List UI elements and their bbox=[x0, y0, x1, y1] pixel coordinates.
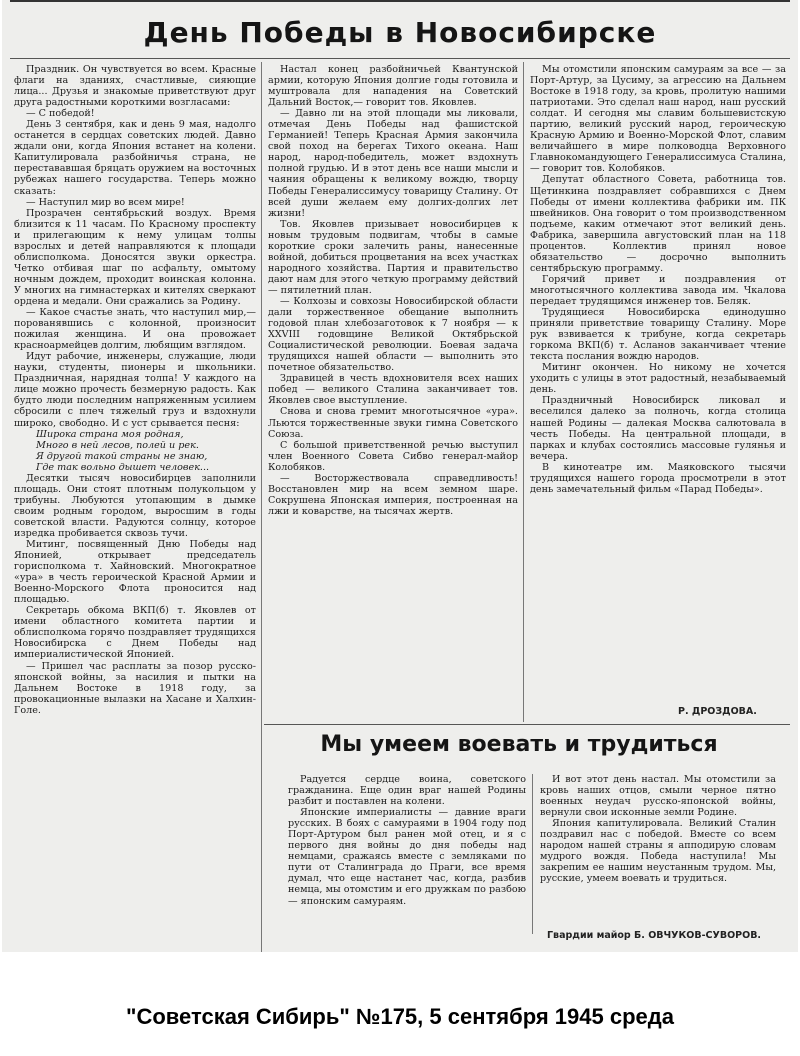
paragraph: Здравицей в честь вдохновителя всех наших побед — великого Сталина заканчивает тов. Яковлев свое выступление. bbox=[268, 373, 518, 407]
paragraph: Праздничный Новосибирск ликовал и веселился далеко за полночь, когда столица нашей Родины — далекая Москва салютовала в честь Победы. На центральной площади, в парках и клубах состоялись массовые гулянья и вечера. bbox=[530, 395, 786, 462]
paragraph: Тов. Яковлев призывает новосибирцев к новым трудовым подвигам, чтобы в самые короткие сроки залечить раны, нанесенные войной, добиться процветания на всех участках народного хозяйства. Партия и правительство дают нам для этого четкую программу действий — пятилетний план. bbox=[268, 218, 518, 296]
verse-line: Где так вольно дышет человек... bbox=[36, 461, 210, 473]
verse-line: Много в ней лесов, полей и рек. bbox=[36, 439, 199, 451]
song-verse bbox=[14, 429, 256, 473]
paragraph-group bbox=[14, 473, 256, 716]
paragraph: Япония капитулировала. Великий Сталин поздравил нас с победой. Вместе со всем народом нашей страны я апподирую словам мудрого вождя. Победа наступила! Мы закрепим ее нашим неустанным трудом. Мы, русские, умеем воевать и трудиться. bbox=[540, 818, 776, 885]
headline-rule bbox=[10, 58, 790, 59]
article1-column-3 bbox=[530, 64, 786, 700]
paragraph: Трудящиеся Новосибирска единодушно приняли приветствие товарищу Сталину. Море рук взвивается к трибуне, когда секретарь горкома ВКП(б) т. Асланов заканчивает чтение текста послания вождю народов. bbox=[530, 307, 786, 363]
paragraph: Депутат областного Совета, работница тов. Щетинкина поздравляет собравшихся с Днем Победы от имени коллектива фабрики им. ПК швейников. Она говорит о том производственном подъеме, каким отмечают этот великий день. Фабрика, завершила августовский план на 118 процентов. Коллектив принял новое обязательство — досрочно выполнить сентябрьскую программу. bbox=[530, 174, 786, 274]
article2-column-1 bbox=[288, 774, 526, 942]
newspaper-page bbox=[2, 0, 798, 952]
paragraph: Идут рабочие, инженеры, служащие, люди науки, студенты, пионеры и школьники. Праздничная, нарядная толпа! У каждого на лице можно прочесть безмерную радость. Как будто люди последним напряженным усилием сбросили с плеч тяжелый груз и вздохнули широко, свободно. И с уст срывается песня: bbox=[14, 351, 256, 429]
paragraph: Десятки тысяч новосибирцев заполнили площадь. Они стоят плотным полукольцом у трибуны. Любуются утопающим в дымке своим родным городом, выросшим в годы советской власти. Радуются солнцу, которое изредка пробивается сквозь тучи. bbox=[14, 472, 256, 539]
paragraph: — Наступил мир во всем мире! bbox=[26, 196, 185, 208]
paragraph: — Пришел час расплаты за позор русско-японской войны, за насилия и пытки на Дальнем Востоке в 1918 году, за провокационные вылазки на Хасане и Халхин-Голе. bbox=[14, 660, 256, 716]
paragraph: День 3 сентября, как и день 9 мая, надолго останется в сердцах советских людей. Давно ждали они, когда Япония встанет на колени. Капитулировала разбойничья страна, не перестававшая бряцать оружием на восточных рубежах нашего государства. Теперь можно сказать: bbox=[14, 119, 256, 197]
paragraph: И вот этот день настал. Мы отомстили за кровь наших отцов, смыли черное пятно военных неудач русско-японской войны, вернули свои исконные земли Родине. bbox=[540, 774, 776, 819]
paragraph: Японские империалисты — давние враги русских. В боях с самураями в 1904 году под Порт-Артуром был ранен мой отец, и я с первого дня войны до дня победы над немцами, сражаясь вместе с земляками по пути от Сталинграда до Праги, все время думал, что еще настанет час, когда, разбив немца, мы отомстим и его дружкам по разбою — японским самураям. bbox=[288, 807, 526, 907]
article2-signature: Гвардии майор Б. ОВЧУКОВ-СУВОРОВ. bbox=[547, 930, 762, 941]
paragraph: Прозрачен сентябрьский воздух. Время близится к 11 часам. По Красному проспекту и прилегающим к нему улицам толпы взрослых и детей направляются к площади облисполкома. Доносятся звуки оркестра. Четко отбивая шаг по асфальту, омытому ночным дождем, проходит воинская колонна. У многих на гимнастерках и кителях сверкают ордена и медали. Они сражались за Родину. bbox=[14, 207, 256, 307]
paragraph-group bbox=[14, 64, 256, 429]
column-divider bbox=[523, 62, 524, 722]
column-divider bbox=[261, 62, 262, 952]
article1-column-1 bbox=[14, 64, 256, 952]
article1-signature: Р. ДРОЗДОВА. bbox=[678, 706, 757, 717]
paragraph: — С победой! bbox=[26, 108, 95, 120]
article1-column-2 bbox=[268, 64, 518, 716]
paragraph: Горячий привет и поздравления от многотысячного коллектива завода им. Чкалова передает трудящимся инженер тов. Беляк. bbox=[530, 273, 786, 307]
article2-column-2 bbox=[540, 774, 776, 924]
column-divider bbox=[532, 774, 533, 934]
paragraph: — Какое счастье знать, что наступил мир,— порованявшись с колонной, произносит пожилая женщина. И она провожает красноармейцев долгим, любящим взглядом. bbox=[14, 307, 256, 352]
paragraph: Радуется сердце воина, советского гражданина. Еще один враг нашей Родины разбит и поставлен на колени. bbox=[288, 774, 526, 808]
source-caption: "Советская Сибирь" №175, 5 сентября 1945 среда bbox=[126, 1004, 674, 1029]
paragraph: Митинг, посвященный Дню Победы над Японией, открывает председатель горисполкома т. Хайновский. Многократное «ура» в честь героической Красной Армии и Военно-Морского Флота проносится над площадью. bbox=[14, 539, 256, 606]
paragraph: Секретарь обкома ВКП(б) т. Яковлев от имени областного комитета партии и облисполкома горячо поздравляет трудящихся Новосибирска с Днем Победы над империалистической Японией. bbox=[14, 605, 256, 661]
paragraph: — Восторжествовала справедливость! Восстановлен мир на всем земном шаре. Сокрушена Японская империя, построенная на лжи и коварстве, на тысячах жертв. bbox=[268, 472, 518, 517]
paragraph: Праздник. Он чувствуется во всем. Красные флаги на зданиях, счастливые, сияющие лица... Друзья и знакомые приветствуют друг друга радостными короткими возгласами: bbox=[14, 64, 256, 109]
article-separator-rule bbox=[264, 724, 790, 725]
paragraph: Мы отомстили японским самураям за все — за Порт-Артур, за Цусиму, за агрессию на Дальнем Востоке в 1918 году, за кровь, пролитую нашими патриотами. Это сделал наш народ, наш русский солдат. И сегодня мы славим большевистскую партию, великий русский народ, героическую Красную Армию и Военно-Морской Флот, славим величайшего в мире полководца Верховного Главнокомандующего Генералиссимуса Сталина,— говорит тов. Колобяков. bbox=[530, 64, 786, 175]
paragraph: — Колхозы и совхозы Новосибирской области дали торжественное обещание выполнить годовой план хлебозаготовок к 7 ноября — к XXVIII годовщине Великой Октябрьской Социалистической революции. Боевая задача трудящихся нашей области — выполнить это почетное обязательство. bbox=[268, 295, 518, 374]
verse-line: Широка страна моя родная, bbox=[36, 428, 184, 440]
paragraph: Настал конец разбойничьей Квантунской армии, которую Япония долгие годы готовила и муштровала для нападения на Советский Дальний Восток,— говорит тов. Яковлев. bbox=[268, 64, 518, 109]
paragraph: Снова и снова гремит многотысячное «ура». Льются торжественные звуки гимна Советского Союза. bbox=[268, 406, 518, 440]
paragraph: — Давно ли на этой площади мы ликовали, отмечая День Победы над фашистской Германией! Теперь Красная Армия закончила свой поход на берегах Тихого океана. Наш народ, народ-победитель, может вздохнуть полной грудью. И в этот день все наши мысли и чаяния обращены к великому вождю, творцу Победы Генералиссимусу товарищу Сталину. От всей души желаем ему долгих-долгих лет жизни! bbox=[268, 108, 518, 219]
paragraph: В кинотеатре им. Маяковского тысячи трудящихся нашего города просмотрели в этот день замечательный фильм «Парад Победы». bbox=[530, 461, 786, 495]
paragraph: Митинг окончен. Но никому не хочется уходить с улицы в этот радостный, незабываемый день. bbox=[530, 362, 786, 396]
top-frame-rule bbox=[10, 0, 790, 2]
paragraph: С большой приветственной речью выступил член Военного Совета Сибво генерал-майор Колобяков. bbox=[268, 439, 518, 473]
article2-headline: Мы умеем воевать и трудиться bbox=[320, 732, 718, 757]
verse-line: Я другой такой страны не знаю, bbox=[36, 450, 208, 462]
headline: День Победы в Новосибирске bbox=[143, 16, 657, 49]
